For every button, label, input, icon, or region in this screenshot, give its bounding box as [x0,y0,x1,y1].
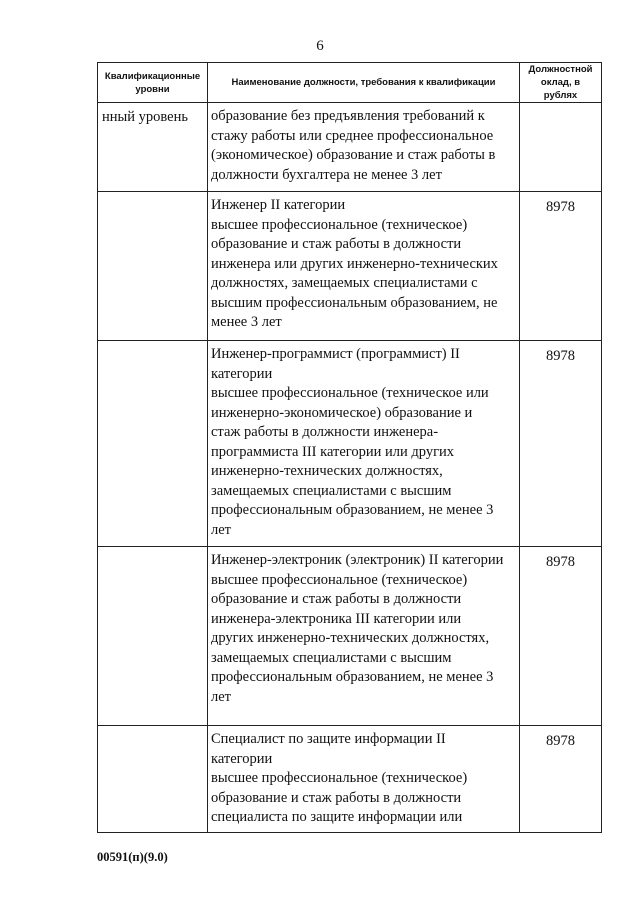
table-row [98,547,602,726]
salary-cell [520,192,602,341]
level-label: нный уровень [102,109,188,125]
salary-value: 8978 [546,733,575,749]
salary-cell [520,103,602,192]
position-cell [208,341,520,547]
header-qualification-levels: Квалификационные уровни [98,63,208,103]
level-cell [98,547,208,726]
table-row [98,341,602,547]
header-salary: Должностной оклад, в рублях [520,63,602,103]
salary-cell [520,726,602,833]
position-description: Инженер-электроник (электроник) II категории высшее профессиональное (техническое) образование и стаж работы в должности инженера-электроника III категории или других инженерно-технических должностях, замещаемых специалистами с высшим профессиональным образованием, не менее 3 лет [211,552,504,705]
level-cell [98,103,208,192]
level-cell [98,192,208,341]
salary-value: 8978 [546,554,575,570]
salary-cell [520,341,602,547]
qualification-table [97,62,602,833]
position-description: Инженер-программист (программист) II категории высшее профессиональное (техническое или инженерно-экономическое) образование и стаж работы в должности инженера- программиста III категории или других инженерно-технических должностях, замещаемых специалистами с высшим профессиональным образованием, не менее 3 лет [211,346,494,538]
table-header-row [98,63,602,103]
page-number: 6 [316,38,324,54]
position-description: Специалист по защите информации II категории высшее профессиональное (техническое) образование и стаж работы в должности специалиста по защите информации или [211,731,468,825]
position-description: образование без предъявления требований к стажу работы или среднее профессиональное (экономическое) образование и стаж работы в должности бухгалтера не менее 3 лет [211,108,496,183]
position-cell [208,103,520,192]
position-cell [208,726,520,833]
level-cell [98,341,208,547]
salary-value: 8978 [546,348,575,364]
document-code: 00591(п)(9.0) [97,850,168,864]
table-row [98,726,602,833]
table-row [98,192,602,341]
position-cell [208,192,520,341]
salary-value: 8978 [546,199,575,215]
position-cell [208,547,520,726]
table-row [98,103,602,192]
salary-cell [520,547,602,726]
level-cell [98,726,208,833]
salary-value [520,103,601,110]
header-position-requirements: Наименование должности, требования к квалификации [208,63,520,103]
position-description: Инженер II категории высшее профессиональное (техническое) образование и стаж работы в должности инженера или других инженерно-технических должностях, замещаемых специалистами с высшим профессиональным образованием, не менее 3 лет [211,197,498,330]
